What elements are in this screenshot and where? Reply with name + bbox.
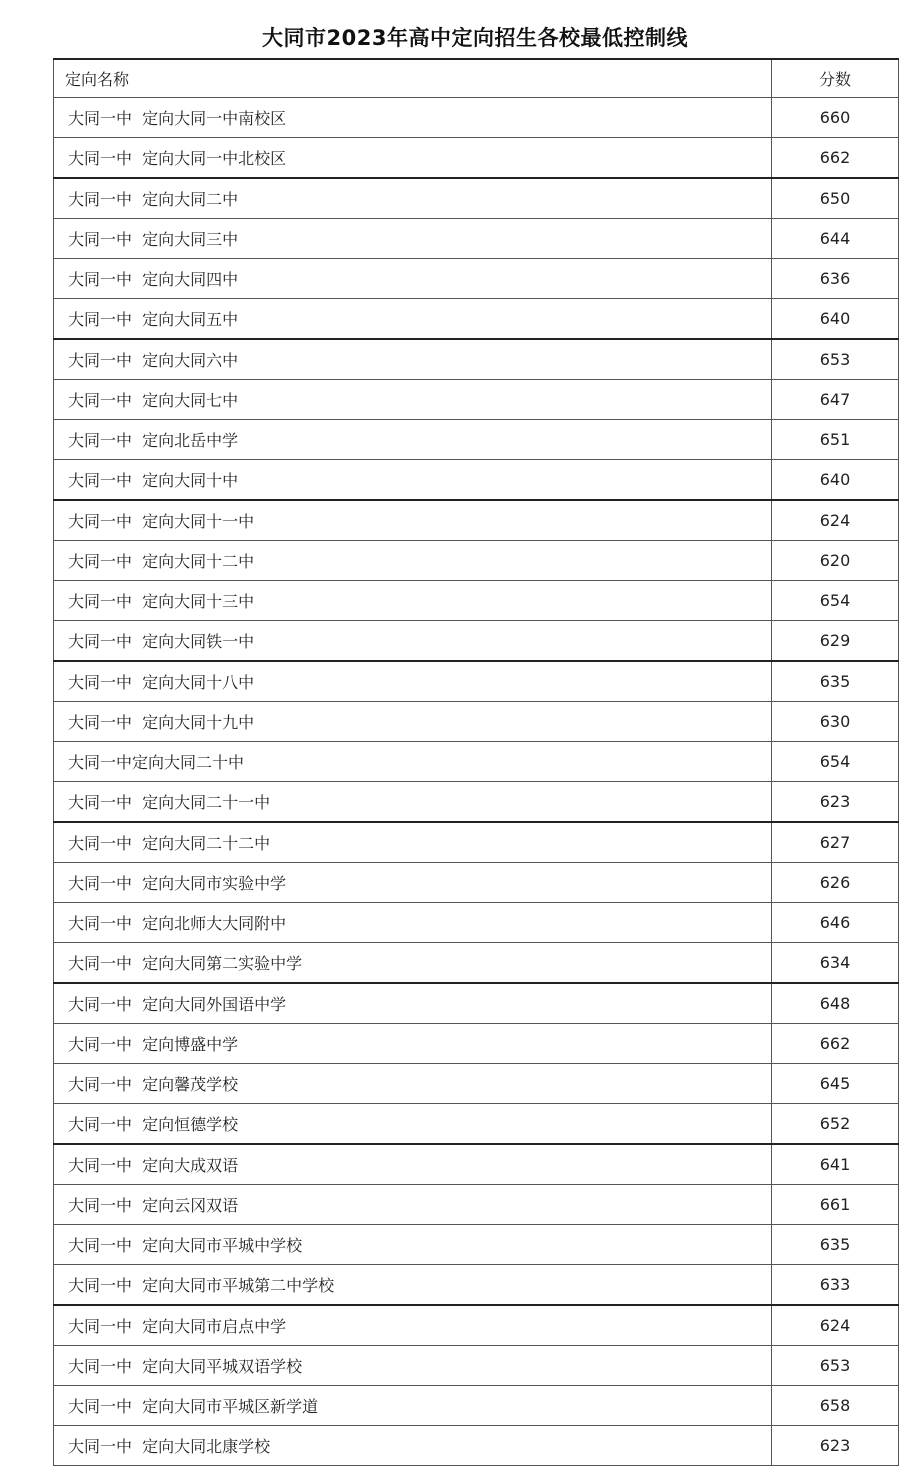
school-name-cell: 大同一中 定向大同四中 [54,259,772,299]
score-cell: 640 [772,460,899,501]
school-name-cell: 大同一中 定向云冈双语 [54,1185,772,1225]
table-row [54,178,899,219]
school-name-cell: 大同一中 定向北岳中学 [54,420,772,460]
score-cell: 644 [772,219,899,259]
school-name-cell: 大同一中 定向大同十八中 [54,661,772,702]
school-name-cell: 大同一中 定向大同北康学校 [54,1426,772,1466]
table-row [54,339,899,380]
school-name-cell: 大同一中 定向大同七中 [54,380,772,420]
score-cell: 620 [772,541,899,581]
score-cell: 662 [772,1024,899,1064]
table-row [54,1225,899,1265]
school-name-cell: 大同一中 定向大同五中 [54,299,772,340]
score-cell: 626 [772,863,899,903]
table-row [54,1265,899,1306]
score-cell: 654 [772,742,899,782]
table-row [54,983,899,1024]
school-name-cell: 大同一中 定向大同十中 [54,460,772,501]
school-name-cell: 大同一中 定向大同十九中 [54,702,772,742]
score-cell: 651 [772,420,899,460]
school-name-cell: 大同一中 定向大同外国语中学 [54,983,772,1024]
table-row [54,138,899,179]
score-cell: 645 [772,1064,899,1104]
score-cell: 627 [772,822,899,863]
table-row [54,581,899,621]
score-cell: 623 [772,1426,899,1466]
score-cell: 635 [772,1225,899,1265]
school-name-cell: 大同一中 定向大同二十二中 [54,822,772,863]
school-name-cell: 大同一中 定向大同十二中 [54,541,772,581]
score-cell: 636 [772,259,899,299]
school-name-cell: 大同一中 定向大同一中北校区 [54,138,772,179]
header-name: 定向名称 [54,59,772,98]
table-row [54,903,899,943]
score-cell: 652 [772,1104,899,1145]
school-name-cell: 大同一中 定向大同平城双语学校 [54,1346,772,1386]
school-name-cell: 大同一中 定向大同市实验中学 [54,863,772,903]
table-row [54,661,899,702]
score-cell: 633 [772,1265,899,1306]
school-name-cell: 大同一中 定向大同一中南校区 [54,98,772,138]
score-cell: 660 [772,98,899,138]
school-name-cell: 大同一中 定向恒德学校 [54,1104,772,1145]
table-row [54,98,899,138]
school-name-cell: 大同一中 定向大同六中 [54,339,772,380]
table-row [54,420,899,460]
school-name-cell: 大同一中 定向大同二中 [54,178,772,219]
score-cell: 624 [772,500,899,541]
score-cell: 654 [772,581,899,621]
table-row [54,742,899,782]
score-cell: 662 [772,138,899,179]
score-cell: 658 [772,1386,899,1426]
table-row [54,500,899,541]
score-cell: 635 [772,661,899,702]
school-name-cell: 大同一中 定向大同第二实验中学 [54,943,772,984]
school-name-cell: 大同一中 定向北师大大同附中 [54,903,772,943]
header-score: 分数 [772,59,899,98]
table-row [54,1144,899,1185]
score-cell: 640 [772,299,899,340]
table-row [54,782,899,823]
school-name-cell: 大同一中 定向大同十一中 [54,500,772,541]
table-row [54,621,899,662]
table-row [54,1346,899,1386]
table-row [54,943,899,984]
school-name-cell: 大同一中 定向大同市平城中学校 [54,1225,772,1265]
table-row [54,1064,899,1104]
score-cell: 623 [772,782,899,823]
score-cell: 650 [772,178,899,219]
school-name-cell: 大同一中 定向大成双语 [54,1144,772,1185]
school-name-cell: 大同一中定向大同二十中 [54,742,772,782]
table-row [54,259,899,299]
score-cell: 629 [772,621,899,662]
table-header-row [54,59,899,98]
score-table [53,58,899,1466]
score-cell: 653 [772,339,899,380]
table-row [54,863,899,903]
score-cell: 641 [772,1144,899,1185]
score-cell: 648 [772,983,899,1024]
table-row [54,299,899,340]
table-row [54,1426,899,1466]
table-row [54,1104,899,1145]
table-row [54,702,899,742]
score-cell: 630 [772,702,899,742]
score-cell: 646 [772,903,899,943]
score-cell: 634 [772,943,899,984]
school-name-cell: 大同一中 定向大同三中 [54,219,772,259]
school-name-cell: 大同一中 定向大同十三中 [54,581,772,621]
school-name-cell: 大同一中 定向大同二十一中 [54,782,772,823]
table-row [54,822,899,863]
score-cell: 624 [772,1305,899,1346]
score-cell: 661 [772,1185,899,1225]
table-row [54,1386,899,1426]
table-row [54,219,899,259]
school-name-cell: 大同一中 定向博盛中学 [54,1024,772,1064]
school-name-cell: 大同一中 定向大同铁一中 [54,621,772,662]
school-name-cell: 大同一中 定向大同市平城第二中学校 [54,1265,772,1306]
table-row [54,541,899,581]
table-row [54,1305,899,1346]
school-name-cell: 大同一中 定向馨茂学校 [54,1064,772,1104]
score-cell: 647 [772,380,899,420]
school-name-cell: 大同一中 定向大同市启点中学 [54,1305,772,1346]
school-name-cell: 大同一中 定向大同市平城区新学道 [54,1386,772,1426]
table-row [54,380,899,420]
table-row [54,460,899,501]
table-row [54,1024,899,1064]
table-row [54,1185,899,1225]
score-cell: 653 [772,1346,899,1386]
page-title: 大同市2023年高中定向招生各校最低控制线 [262,26,688,50]
